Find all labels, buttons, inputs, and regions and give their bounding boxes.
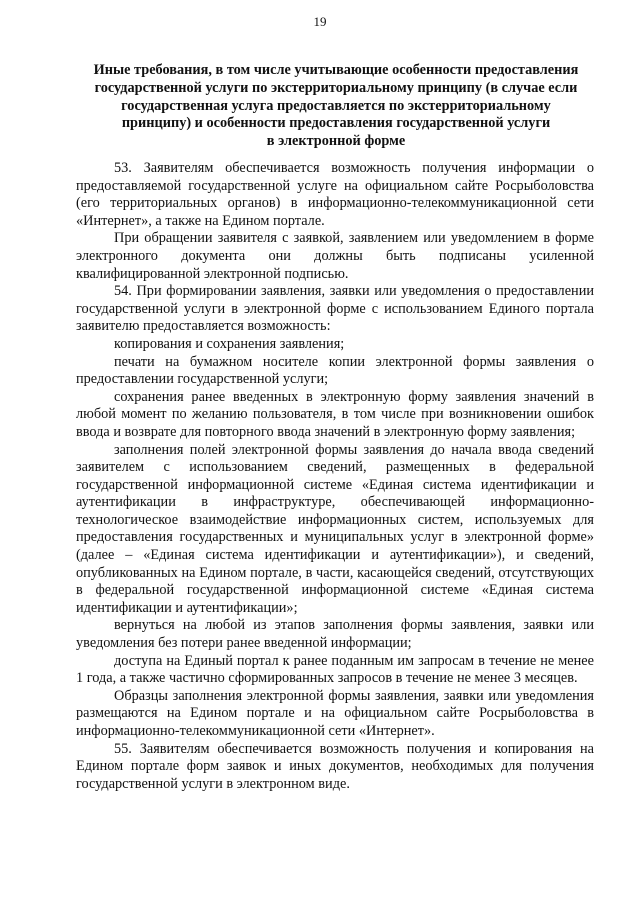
list-item-copying: копирования и сохранения заявления; bbox=[114, 335, 345, 352]
heading-line: в электронной форме bbox=[266, 133, 406, 150]
paragraph-53: 53. Заявителям обеспечивается возможность получения информации о предоставляемой государственной услуге на официальном сайте Росрыболовства (его территориальных органов) в информационно-телекоммуникационной сети «Интернет», а также на Едином портале. bbox=[76, 160, 594, 229]
heading-line: государственной услуги по экстерриториальному принципу (в случае если bbox=[94, 79, 578, 96]
list-item-printing: печати на бумажном носителе копии электронной формы заявления о предоставлении государственной услуги; bbox=[76, 353, 594, 388]
heading-line: государственная услуга предоставляется по экстерриториальному bbox=[121, 97, 551, 114]
heading-line: принципу) и особенности предоставления государственной услуги bbox=[121, 115, 551, 132]
list-item-return: вернуться на любой из этапов заполнения формы заявления, заявки или уведомления без потери ранее введенной информации; bbox=[76, 617, 594, 652]
section-heading bbox=[76, 62, 596, 151]
list-item-access: доступа на Единый портал к ранее поданным им запросам в течение не менее 1 года, а также частично сформированных запросов в течение не менее 3 месяцев. bbox=[76, 652, 594, 687]
paragraph-55: 55. Заявителям обеспечивается возможность получения и копирования на Едином портале форм заявок и иных документов, необходимых для получения государственной услуги в электронном виде. bbox=[76, 740, 594, 792]
heading-line: Иные требования, в том числе учитывающие особенности предоставления bbox=[93, 62, 579, 78]
paragraph-signature-requirement: При обращении заявителя с заявкой, заявлением или уведомлением в форме электронного документа они должны быть подписаны усиленной квалифицированной электронной подписью. bbox=[76, 230, 594, 282]
page-number: 19 bbox=[313, 14, 327, 29]
paragraph-54: 54. При формировании заявления, заявки или уведомления о предоставлении государственной услуги в электронной форме с использованием Единого портала заявителю предоставляется возможность: bbox=[76, 283, 594, 335]
list-item-autofill: заполнения полей электронной формы заявления до начала ввода сведений заявителем с использованием сведений, размещенных в федеральной государственной информационной системе «Единая система идентификации и аутентификации в инфраструктуре, обеспечивающей информационно-технологическое взаимодействие информационных систем, используемых для предоставления государственных и муниципальных услуг в электронной форме» (далее – «Единая система идентификации и аутентификации»), и сведений, опубликованных на Едином портале, в части, касающейся сведений, отсутствующих в федеральной государственной информационной системе «Единая система идентификации и аутентификации»; bbox=[76, 441, 594, 616]
paragraph-samples: Образцы заполнения электронной формы заявления, заявки или уведомления размещаются на Едином портале и на официальном сайте Росрыболовства в информационно-телекоммуникационной сети «Интернет». bbox=[76, 687, 594, 739]
list-item-saving: сохранения ранее введенных в электронную форму заявления значений в любой момент по желанию пользователя, в том числе при возникновении ошибок ввода и возврате для повторного ввода значений в электронную форму заявления; bbox=[76, 388, 594, 440]
body-text bbox=[76, 160, 594, 793]
